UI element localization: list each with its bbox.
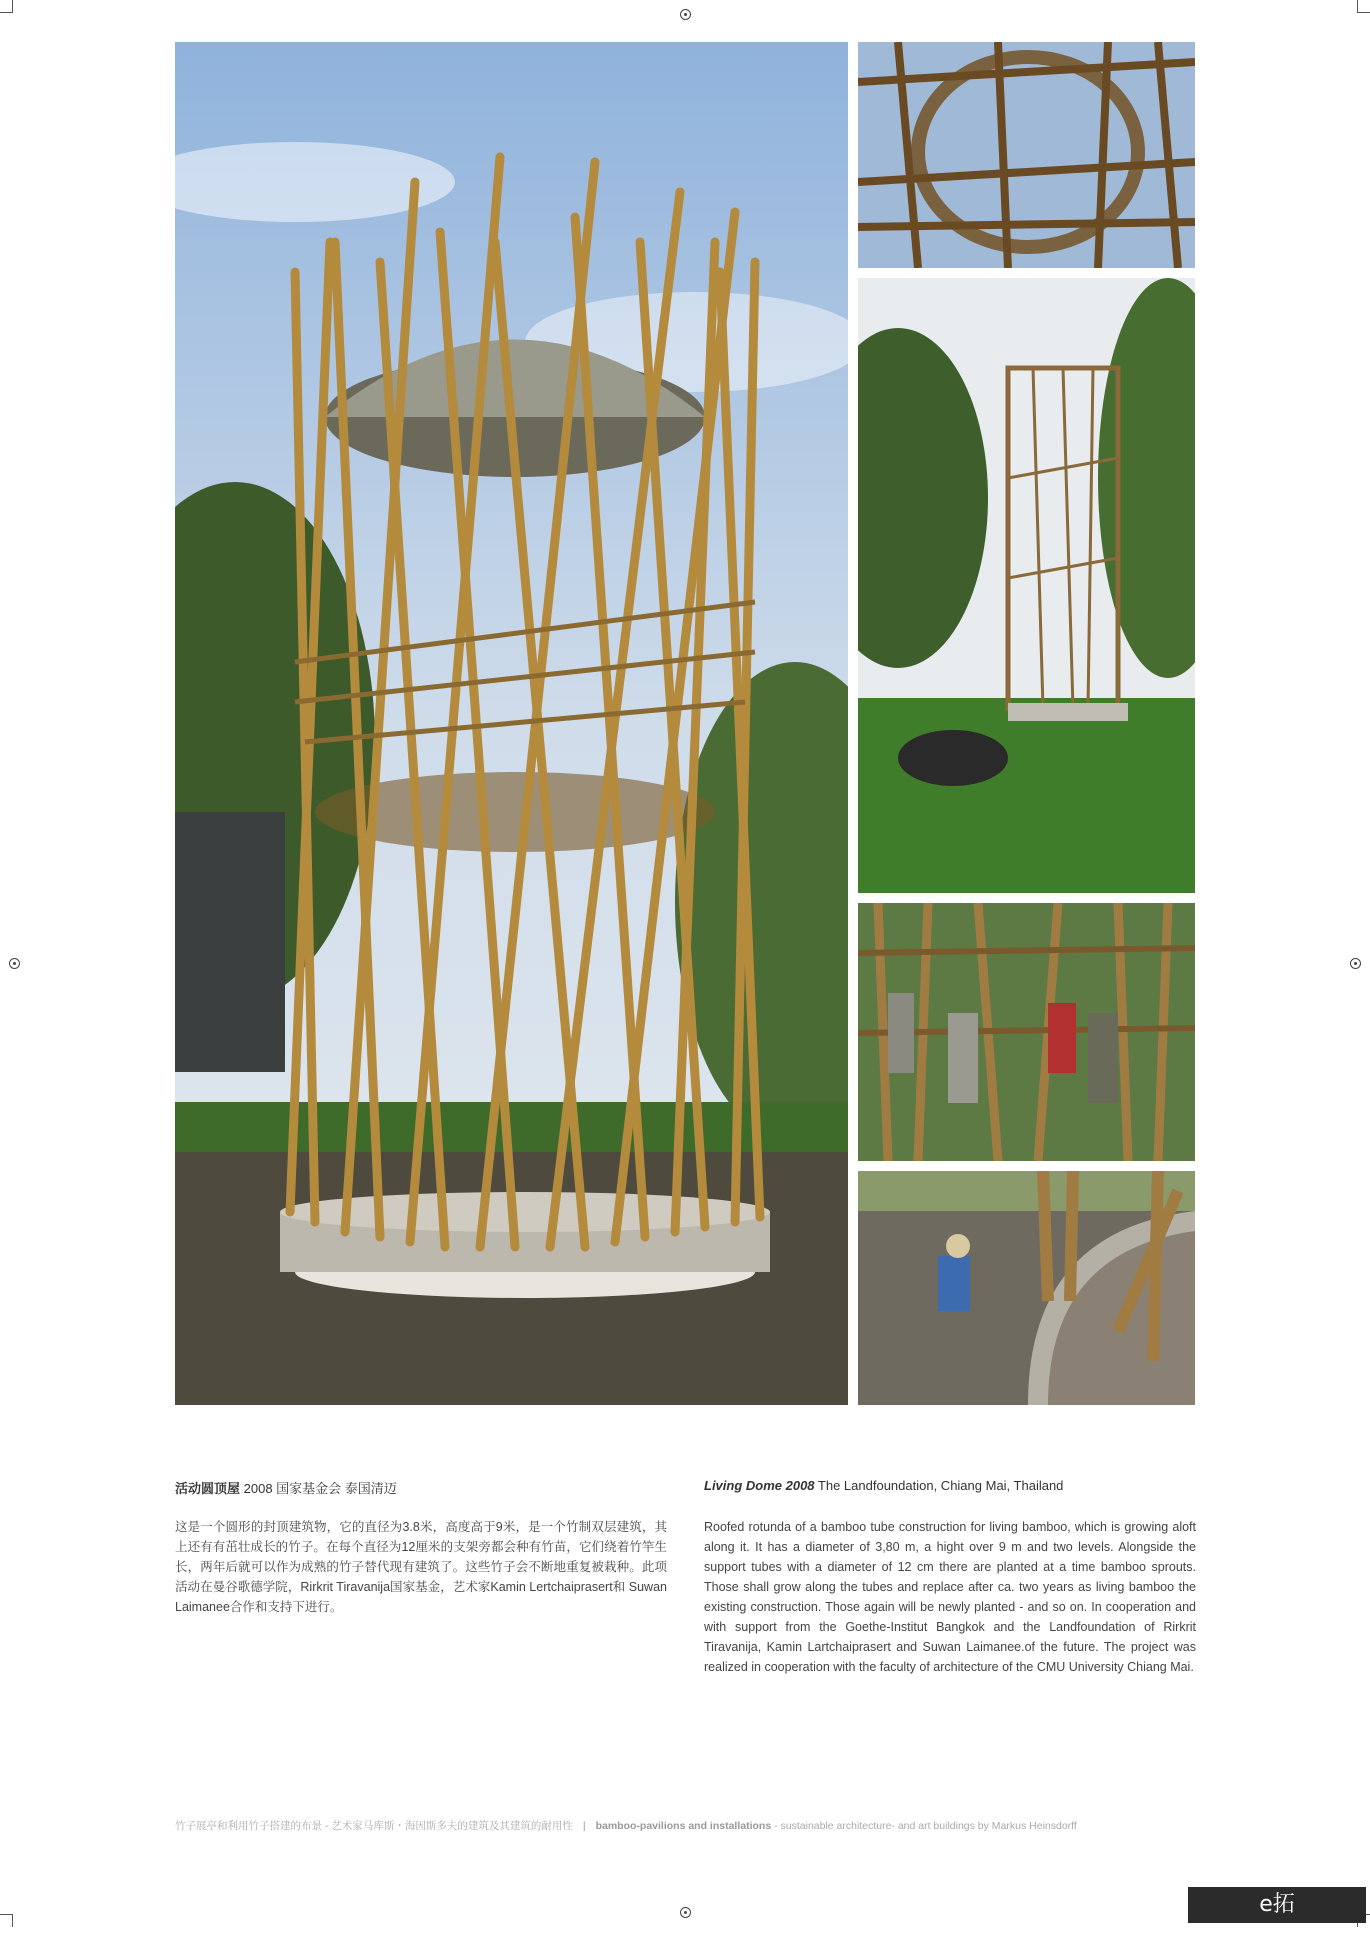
caption-chinese-title-bold: 活动圆顶屋 [175,1481,241,1496]
registration-mark-right [1350,958,1361,969]
photo-dome-structure [858,42,1195,268]
crop-mark-top-left [0,0,13,13]
photo-workers-scaffold [858,903,1195,1161]
main-photo-bamboo-tower [175,42,848,1405]
body-text-chinese: 这是一个圆形的封顶建筑物，它的直径为3.8米，高度高于9米，是一个竹制双层建筑，其上还有有茁壮成长的竹子。在每个直径为12厘米的支架旁都会种有竹苗，它们绕着竹竿生长，两年后就可以作为成熟的竹子替代现有建筑了。这些竹子会不断地重复被栽种。此项活动在曼谷歌德学院，Rirkrit Tiravanija国家基金，艺术家Kamin Lertchaiprasert和 Suwan Laimanee合作和支持下进行。 [175,1520,667,1614]
footer-english-bold: bamboo-pavilions and installations [595,1820,772,1832]
caption-chinese-title [175,1478,397,1497]
crop-mark-top-right [1357,0,1370,13]
page-footer [175,1818,1196,1833]
caption-chinese-title-rest: 2008 国家基金会 泰国清迈 [240,1481,397,1496]
registration-mark-top [680,9,691,20]
footer-english-rest: - sustainable architecture- and art buildings by Markus Heinsdorff [771,1820,1077,1832]
watermark-logo: e拓 eeeetop.com [1188,1887,1366,1923]
caption-english-title-bold: Living Dome 2008 [704,1478,815,1493]
registration-mark-bottom [680,1907,691,1918]
photo-worker-planting [858,1171,1195,1405]
photo-tower-with-buffalo [858,278,1195,893]
caption-english-title [704,1478,1063,1493]
crop-mark-bottom-left [0,1914,13,1927]
body-text-english: Roofed rotunda of a bamboo tube construction for living bamboo, which is growing aloft along it. It has a diameter of 3,80 m, a hight over 9 m and two levels. Alongside the support tubes with a diameter of 12 cm there are planted at a time bamboo sprouts. Those shall grow along the tubes and replace after ca. two years as living bamboo the existing construction. Those again will be newly planted - and so on. In cooperation and with support from the Goethe-Institut Bangkok and the Landfoundation of Rirkrit Tiravanija, Kamin Lartchaiprasert and Suwan Laimanee.of the future. The project was realized in cooperation with the faculty of architecture of the CMU University Chiang Mai. [704,1520,1196,1674]
footer-chinese: 竹子展亭和利用竹子搭建的布景 - 艺术家马库斯・海因斯多夫的建筑及其建筑的耐用性 [175,1820,573,1832]
caption-english-title-rest: The Landfoundation, Chiang Mai, Thailand [814,1478,1064,1493]
footer-separator: | [582,1820,586,1832]
registration-mark-left [9,958,20,969]
